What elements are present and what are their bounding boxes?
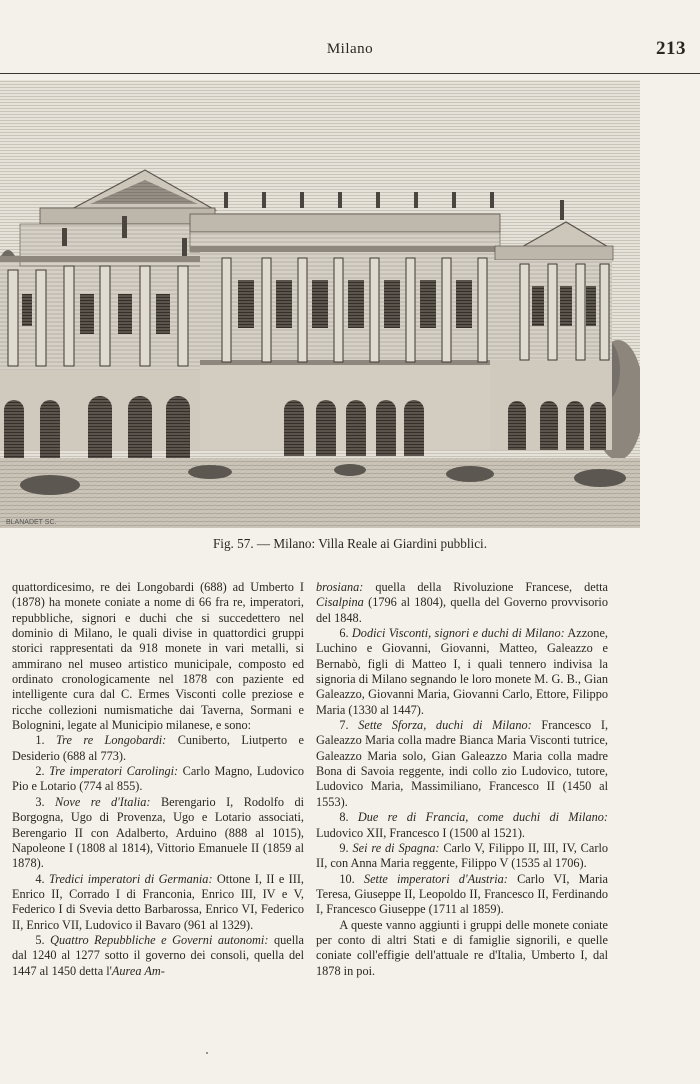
- engraver-signature: BLANADET SC.: [6, 519, 57, 526]
- page-number: 213: [656, 38, 686, 59]
- list-item: 6. Dodici Visconti, signori e duchi di Milano: Azzone, Luchino e Giovanni, Giovanni, Matteo, Galeazzo e Bernabò, figli di Matteo I, i quali tennero indivisa la signoria di Milano segnando le loro monete M. G. B., Gian Galeazzo, Giovanni Maria, Giovanni Carlo, Ettore, Filippo Maria (1330 al 1447).: [316, 626, 608, 717]
- figure-caption: [0, 536, 700, 552]
- list-item: 4. Tredici imperatori di Germania: Ottone I, II e III, Enrico II, Corrado I di Franconia, Enrico III, IV e V, Federico I di Svevia detto Barbarossa, Enrico VI, Federico II, Enrico VII, Ludovico il Bavaro (961 al 1329).: [12, 871, 305, 932]
- gardens-ground: [0, 458, 640, 498]
- closing-paragraph: A queste vanno aggiunti i gruppi delle monete coniate per conto di altri Stati e di famiglie signorili, e quelle coniate coll'effigie dell'attuale re d'Italia, Umberto I, dal 1878 in poi.: [316, 917, 608, 978]
- running-title: Milano: [326, 41, 374, 57]
- list-item: 8. Due re di Francia, come duchi di Milano: Ludovico XII, Francesco I (1500 al 1521).: [316, 810, 608, 840]
- text-column-right: [316, 580, 608, 979]
- foreground: [0, 498, 640, 528]
- caption-prefix: Fig. 57. —: [212, 536, 274, 551]
- header-rule: [0, 73, 700, 74]
- page-header: [0, 0, 700, 74]
- text-column-left: [12, 580, 304, 979]
- caption-text: Milano: Villa Reale ai Giardini pubblici.: [273, 536, 488, 551]
- printer-mark: [206, 1052, 208, 1054]
- villa-reale-engraving: [0, 80, 640, 528]
- paragraph: quattordicesimo, re dei Longobardi (688) ad Umberto I (1878) ha monete coniate a nome di 66 fra re, imperatori, repubbliche, signori e duchi che si succedettero nel dominio di Milano, le quali divise in quattordici gruppi storici rappresentati da 918 monete in vari metalli, si ammirano nel museo artistico municipale, composto ed ordinato cronologicamente nel 1878 con paziente ed intelligente cura dal C. Ermes Visconti colle preziose e ricche collezioni numismatiche dai Taverna, Sormani e Bolognini, legate al Municipio milanese, e sono:: [12, 580, 304, 733]
- figure-engraving: [0, 80, 640, 528]
- list-item: 3. Nove re d'Italia: Berengario I, Rodolfo di Borgogna, Ugo di Provenza, Ugo e Lotario associati, Berengario II con Adalberto, Arduino (888 al 1015), Napoleone I (1808 al 1814), Vittorio Emanuele II (1859 al 1878).: [12, 794, 305, 871]
- list-item: 7. Sette Sforza, duchi di Milano: Francesco I, Galeazzo Maria colla madre Bianca Maria Visconti tutrice, Galeazzo Maria solo, Gian Galeazzo Maria colla madre Bona di Savoia reggente, indi collo zio Ludovico, tutore, Ludovico Maria, Massimiliano, Francesco II (1450 al 1553).: [316, 718, 609, 809]
- paragraph: brosiana: quella della Rivoluzione Francese, detta Cisalpina (1796 al 1804), quella del Governo provvisorio del 1848.: [316, 580, 608, 625]
- list-item: 5. Quattro Repubbliche e Governi autonomi: quella dal 1240 al 1277 sotto il governo dei consoli, quella del 1447 al 1450 detta l'Aurea Am-: [12, 932, 305, 978]
- list-item: 10. Sette imperatori d'Austria: Carlo VI, Maria Teresa, Giuseppe II, Leopoldo II, Francesco II, Ferdinando I, Francesco Giuseppe (1711 al 1859).: [316, 871, 608, 917]
- list-item: 1. Tre re Longobardi: Cuniberto, Liutperto e Desiderio (688 al 773).: [12, 733, 304, 763]
- list-item: 9. Sei re di Spagna: Carlo V, Filippo II, III, IV, Carlo II, con Anna Maria reggente, Filippo V (1535 al 1706).: [316, 840, 609, 871]
- list-item: 2. Tre imperatori Carolingi: Carlo Magno, Ludovico Pio e Lotario (774 al 855).: [12, 764, 304, 794]
